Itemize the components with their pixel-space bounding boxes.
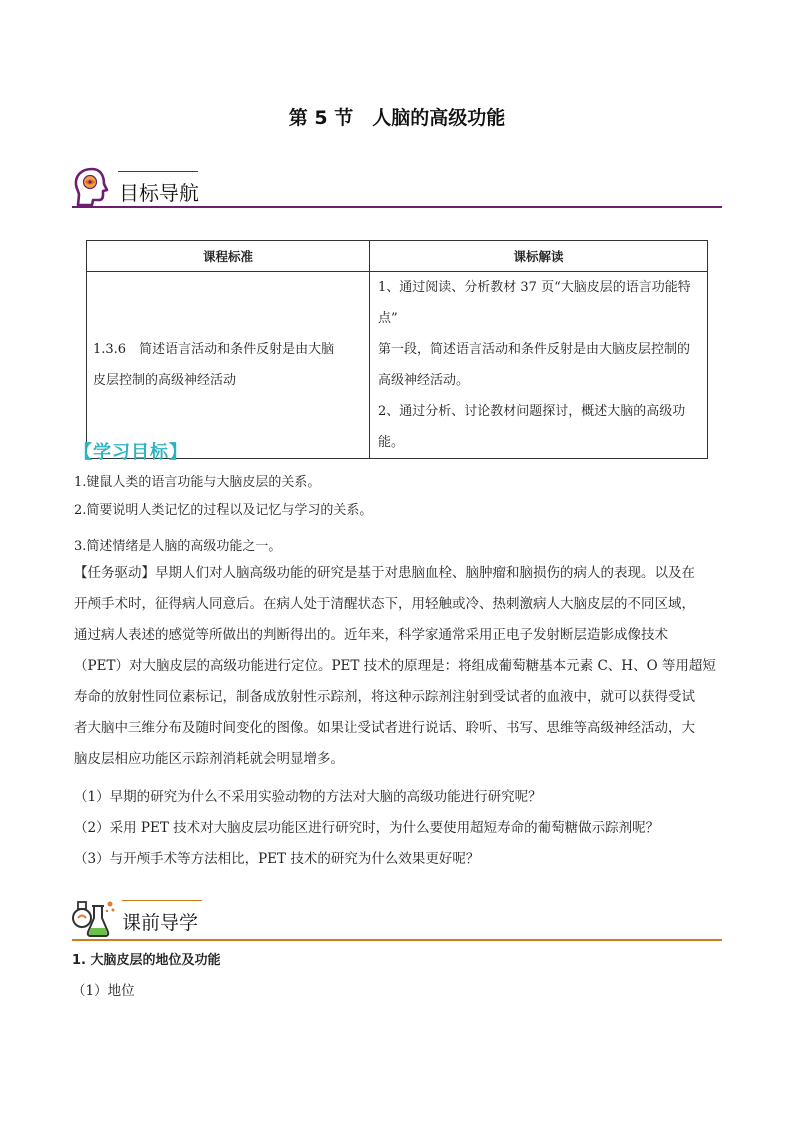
section-heading: 1. 大脑皮层的地位及功能 (72, 953, 221, 968)
header-top-rule (122, 900, 202, 901)
question-item: （2）采用 PET 技术对大脑皮层功能区进行研究时，为什么要使用超短寿命的葡萄糖做示踪剂呢？ (74, 820, 660, 836)
pre-study-header (72, 896, 722, 942)
interpretation-line: 高级神经活动。 (378, 373, 470, 388)
task-drive-paragraph (74, 558, 724, 775)
learning-goal-item: 1.键鼠人类的语言功能与大脑皮层的关系。 (74, 475, 321, 490)
standard-line: 1.3.6 简述语言活动和条件反射是由大脑 (93, 342, 335, 357)
header-bottom-rule (72, 206, 722, 208)
nav-section-title: 目标导航 (119, 181, 199, 205)
interpretation-cell (370, 272, 708, 459)
standard-cell (87, 272, 370, 459)
interpretation-line: 1、通过阅读、分析教材 37 页“大脑皮层的语言功能特点” (378, 280, 691, 326)
interpretation-line: 2、通过分析、讨论教材问题探讨，概述大脑的高级功 (378, 404, 686, 419)
learning-goals-heading: 【学习目标】 (74, 442, 188, 463)
table-header-interpretation: 课标解读 (370, 241, 708, 272)
lab-flask-icon (72, 898, 116, 940)
table-header-standard: 课程标准 (87, 241, 370, 272)
task-drive-label: 【任务驱动】 (74, 565, 155, 581)
learning-goal-item: 3.简述情绪是人脑的高级功能之一。 (74, 539, 282, 554)
learning-goal-item: 2.简要说明人类记忆的过程以及记忆与学习的关系。 (74, 503, 373, 518)
interpretation-line: 第一段，简述语言活动和条件反射是由大脑皮层控制的 (378, 342, 691, 357)
standard-line: 皮层控制的高级神经活动 (93, 373, 237, 388)
interpretation-line: 能。 (378, 435, 405, 450)
task-drive-line: （PET）对大脑皮层的高级功能进行定位。PET 技术的原理是：将组成葡萄糖基本元素 C、H、O 等用超短 (74, 658, 716, 674)
header-top-rule (118, 171, 198, 172)
header-bottom-rule (72, 939, 722, 941)
task-drive-line: 者大脑中三维分布及随时间变化的图像。如果让受试者进行说话、聆听、书写、思维等高级神经活动，大 (74, 720, 695, 736)
sub-heading: （1）地位 (72, 983, 135, 999)
task-drive-line: 早期人们对人脑高级功能的研究是基于对患脑血栓、脑肿瘤和脑损伤的病人的表现。以及在 (155, 565, 695, 581)
task-drive-line: 寿命的放射性同位素标记，制备成放射性示踪剂，将这种示踪剂注射到受试者的血液中，就可以获得受试 (74, 689, 695, 705)
task-drive-line: 脑皮层相应功能区示踪剂消耗就会明显增多。 (74, 751, 344, 767)
pre-study-title: 课前导学 (122, 912, 199, 934)
brain-head-icon (72, 166, 112, 208)
question-item: （1）早期的研究为什么不采用实验动物的方法对大脑的高级功能进行研究呢？ (74, 789, 542, 805)
question-item: （3）与开颅手术等方法相比，PET 技术的研究为什么效果更好呢？ (74, 851, 480, 867)
task-drive-line: 通过病人表述的感觉等所做出的判断得出的。近年来，科学家通常采用正电子发射断层造影成像技术 (74, 627, 668, 643)
nav-section-header (72, 166, 722, 210)
standards-table (86, 240, 708, 459)
page-title: 第 5 节 人脑的高级功能 (288, 107, 506, 129)
task-drive-line: 开颅手术时，征得病人同意后。在病人处于清醒状态下，用轻触或冷、热刺激病人大脑皮层的不同区域， (74, 596, 695, 612)
